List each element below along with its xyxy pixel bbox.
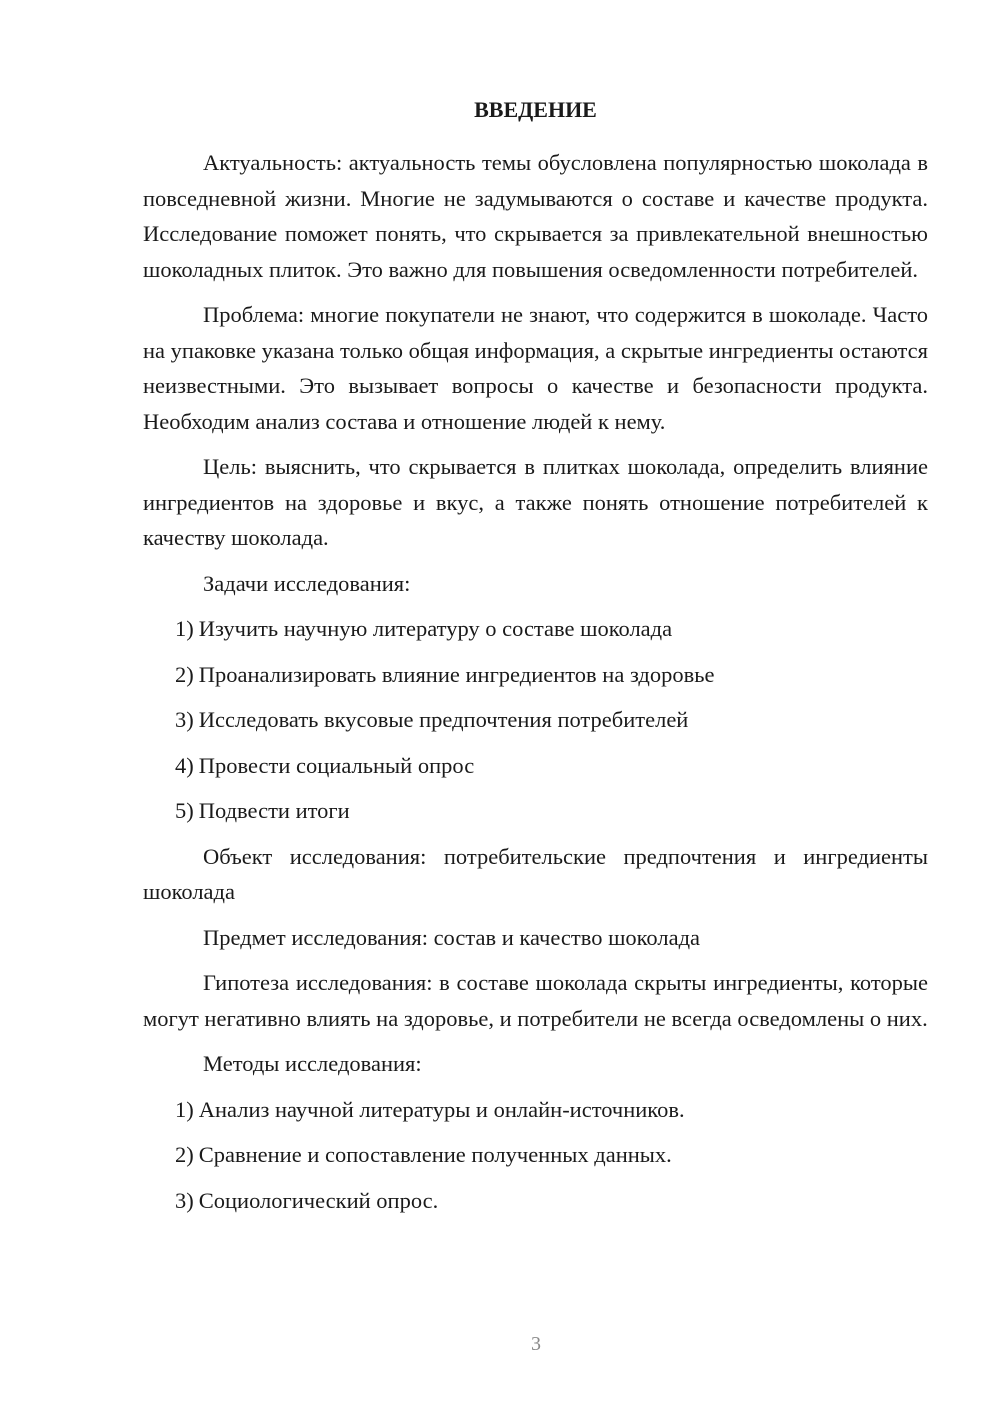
document-page <box>143 95 928 1228</box>
list-item <box>143 657 928 693</box>
object-paragraph: Объект исследования: потребительские предпочтения и ингредиенты шоколада <box>143 843 928 904</box>
list-item-number: 4) <box>175 752 194 778</box>
methods-list <box>143 1092 928 1219</box>
page-number: 3 <box>531 1333 541 1355</box>
list-item-text: Подвести итоги <box>198 798 350 823</box>
list-item <box>143 702 928 738</box>
page-title: ВВЕДЕНИЕ <box>474 97 597 122</box>
list-item <box>143 793 928 829</box>
list-item <box>143 1137 928 1173</box>
list-item-number: 1) <box>175 1096 194 1122</box>
list-item-text: Сравнение и сопоставление полученных данных. <box>198 1142 672 1167</box>
list-item-number: 2) <box>175 661 194 687</box>
list-item-number: 2) <box>175 1142 194 1167</box>
list-item-number: 1) <box>175 616 194 641</box>
subject-paragraph: Предмет исследования: состав и качество шоколада <box>203 924 701 950</box>
list-item-text: Анализ научной литературы и онлайн-источников. <box>198 1096 685 1122</box>
list-item-text: Изучить научную литературу о составе шоколада <box>198 616 673 641</box>
list-item-number: 3) <box>175 707 194 732</box>
list-item <box>143 1092 928 1128</box>
list-item-text: Социологический опрос. <box>198 1187 439 1213</box>
relevance-paragraph: Актуальность: актуальность темы обусловлена популярностью шоколада в повседневной жизни. Многие не задумываются о составе и качестве продукта. Исследование поможет понять, что скрывается за привлекательной внешностью шоколадных плиток. Это важно для повышения осведомленности потребителей. <box>143 150 928 282</box>
list-item <box>143 1183 928 1219</box>
tasks-heading: Задачи исследования: <box>203 570 411 596</box>
methods-heading: Методы исследования: <box>203 1051 422 1076</box>
goal-paragraph: Цель: выяснить, что скрывается в плитках шоколада, определить влияние ингредиентов на здоровье и вкус, а также понять отношение потребителей к качеству шоколада. <box>143 454 928 550</box>
problem-paragraph: Проблема: многие покупатели не знают, что содержится в шоколаде. Часто на упаковке указана только общая информация, а скрытые ингредиенты остаются неизвестными. Это вызывает вопросы о качестве и безопасности продукта. Необходим анализ состава и отношение людей к нему. <box>143 302 928 434</box>
list-item-text: Проанализировать влияние ингредиентов на здоровье <box>198 661 715 687</box>
list-item-text: Провести социальный опрос <box>198 752 475 778</box>
list-item-number: 3) <box>175 1187 194 1213</box>
list-item <box>143 748 928 784</box>
list-item-text: Исследовать вкусовые предпочтения потребителей <box>198 707 689 732</box>
list-item-number: 5) <box>175 798 194 823</box>
list-item <box>143 611 928 647</box>
hypothesis-paragraph: Гипотеза исследования: в составе шоколада скрыты ингредиенты, которые могут негативно влиять на здоровье, и потребители не всегда осведомлены о них. <box>143 970 928 1031</box>
tasks-list <box>143 611 928 829</box>
